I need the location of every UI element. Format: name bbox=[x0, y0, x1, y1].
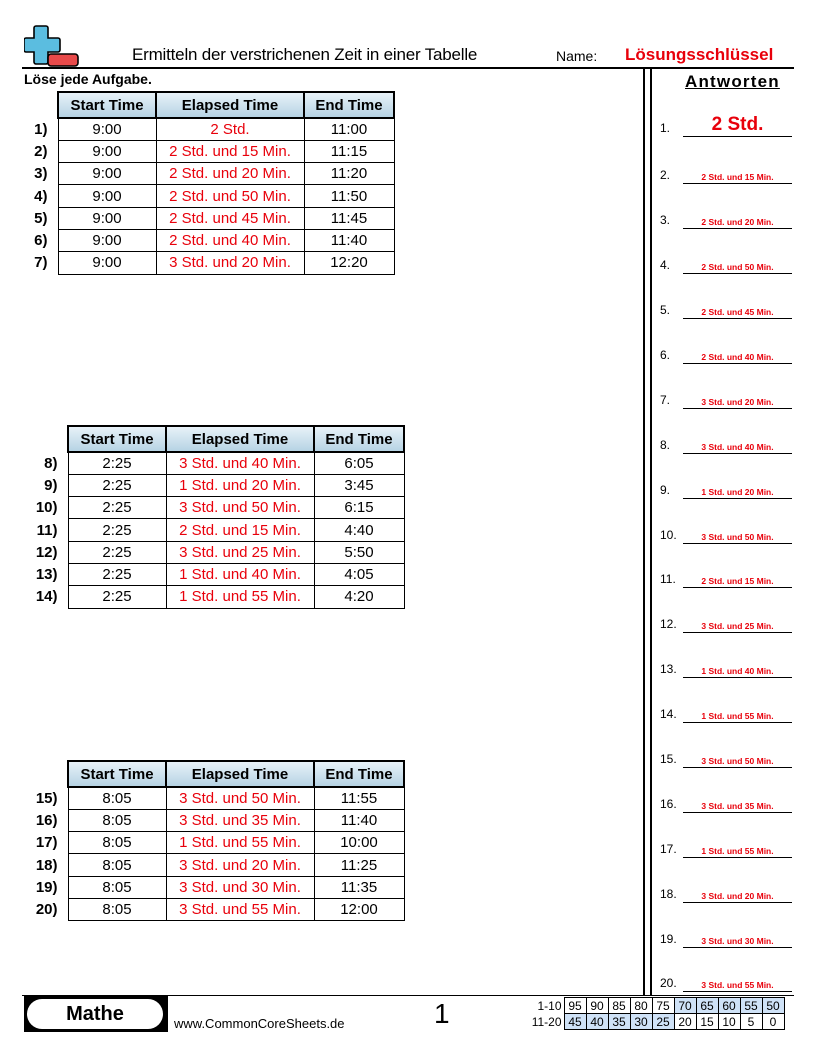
answer-item: 19. 3 Std. und 30 Min. bbox=[660, 928, 792, 948]
header-elapsed-time: Elapsed Time bbox=[166, 761, 314, 787]
answer-item: 11. 2 Std. und 15 Min. bbox=[660, 568, 792, 588]
answer-item: 5. 2 Std. und 45 Min. bbox=[660, 299, 792, 319]
answer-item: 15. 3 Std. und 50 Min. bbox=[660, 748, 792, 768]
answer-item: 3. 2 Std. und 20 Min. bbox=[660, 209, 792, 229]
page-number: 1 bbox=[434, 998, 450, 1029]
header-end-time: End Time bbox=[304, 92, 394, 118]
table-row: 19) 8:05 3 Std. und 30 Min. 11:35 bbox=[20, 876, 404, 898]
answer-item: 7. 3 Std. und 20 Min. bbox=[660, 389, 792, 409]
table-row: 1) 9:00 2 Std. 11:00 bbox=[20, 118, 394, 140]
table-row: 14) 2:25 1 Std. und 55 Min. 4:20 bbox=[20, 586, 404, 608]
header-end-time: End Time bbox=[314, 426, 404, 452]
score-row: 1-10 95 90 85 80 75 70 65 60 55 50 bbox=[524, 998, 784, 1014]
worksheet-title: Ermitteln der verstrichenen Zeit in einer Tabelle bbox=[132, 45, 478, 64]
table-row: 5) 9:00 2 Std. und 45 Min. 11:45 bbox=[20, 207, 394, 229]
table-row: 8) 2:25 3 Std. und 40 Min. 6:05 bbox=[20, 452, 404, 474]
table-row: 2) 9:00 2 Std. und 15 Min. 11:15 bbox=[20, 140, 394, 162]
header-rule bbox=[22, 67, 794, 69]
table-row: 16) 8:05 3 Std. und 35 Min. 11:40 bbox=[20, 809, 404, 831]
header-end-time: End Time bbox=[314, 761, 404, 787]
name-label: Name: bbox=[556, 48, 598, 64]
score-table bbox=[524, 997, 785, 1030]
table-row: 9) 2:25 1 Std. und 20 Min. 3:45 bbox=[20, 474, 404, 496]
table-row: 11) 2:25 2 Std. und 15 Min. 4:40 bbox=[20, 519, 404, 541]
answer-item: 20. 3 Std. und 55 Min. bbox=[660, 972, 792, 992]
site-link[interactable]: www.CommonCoreSheets.de bbox=[174, 1016, 345, 1031]
subject-badge bbox=[24, 996, 168, 1032]
answers-title: Antworten bbox=[685, 72, 780, 91]
answer-item: 12. 3 Std. und 25 Min. bbox=[660, 613, 792, 633]
answer-column-divider bbox=[643, 68, 652, 996]
table-row: 6) 9:00 2 Std. und 40 Min. 11:40 bbox=[20, 229, 394, 251]
answer-item: 14. 1 Std. und 55 Min. bbox=[660, 703, 792, 723]
answer-item: 13. 1 Std. und 40 Min. bbox=[660, 658, 792, 678]
table-row: 12) 2:25 3 Std. und 25 Min. 5:50 bbox=[20, 541, 404, 563]
answer-item: 9. 1 Std. und 20 Min. bbox=[660, 479, 792, 499]
answer-item: 2. 2 Std. und 15 Min. bbox=[660, 164, 792, 184]
answer-item: 4. 2 Std. und 50 Min. bbox=[660, 254, 792, 274]
table-row: 17) 8:05 1 Std. und 55 Min. 10:00 bbox=[20, 832, 404, 854]
table-row: 13) 2:25 1 Std. und 40 Min. 4:05 bbox=[20, 563, 404, 585]
answer-item: 17. 1 Std. und 55 Min. bbox=[660, 838, 792, 858]
header-elapsed-time: Elapsed Time bbox=[156, 92, 304, 118]
answer-item: 6. 2 Std. und 40 Min. bbox=[660, 344, 792, 364]
answer-item: 16. 3 Std. und 35 Min. bbox=[660, 793, 792, 813]
answer-item: 8. 3 Std. und 40 Min. bbox=[660, 434, 792, 454]
score-row: 11-20 45 40 35 30 25 20 15 10 5 0 bbox=[524, 1014, 784, 1030]
answer-item: 18. 3 Std. und 20 Min. bbox=[660, 883, 792, 903]
answer-item: 1. 2 Std. bbox=[660, 117, 792, 137]
problem-table-1 bbox=[20, 91, 395, 275]
table-row: 3) 9:00 2 Std. und 20 Min. 11:20 bbox=[20, 163, 394, 185]
name-value: Lösungsschlüssel bbox=[625, 45, 774, 64]
header-elapsed-time: Elapsed Time bbox=[166, 426, 314, 452]
table-row: 15) 8:05 3 Std. und 50 Min. 11:55 bbox=[20, 787, 404, 809]
instructions: Löse jede Aufgabe. bbox=[24, 71, 152, 87]
table-row: 7) 9:00 3 Std. und 20 Min. 12:20 bbox=[20, 252, 394, 274]
header-start-time: Start Time bbox=[68, 426, 166, 452]
subject-label: Mathe bbox=[27, 999, 163, 1029]
table-row: 18) 8:05 3 Std. und 20 Min. 11:25 bbox=[20, 854, 404, 876]
header-start-time: Start Time bbox=[58, 92, 156, 118]
problem-table-2 bbox=[20, 425, 405, 609]
problem-table-3 bbox=[20, 760, 405, 921]
answer-item: 10. 3 Std. und 50 Min. bbox=[660, 524, 792, 544]
plus-minus-logo-icon bbox=[24, 24, 80, 68]
table-row: 20) 8:05 3 Std. und 55 Min. 12:00 bbox=[20, 898, 404, 920]
table-row: 10) 2:25 3 Std. und 50 Min. 6:15 bbox=[20, 497, 404, 519]
header-start-time: Start Time bbox=[68, 761, 166, 787]
table-row: 4) 9:00 2 Std. und 50 Min. 11:50 bbox=[20, 185, 394, 207]
